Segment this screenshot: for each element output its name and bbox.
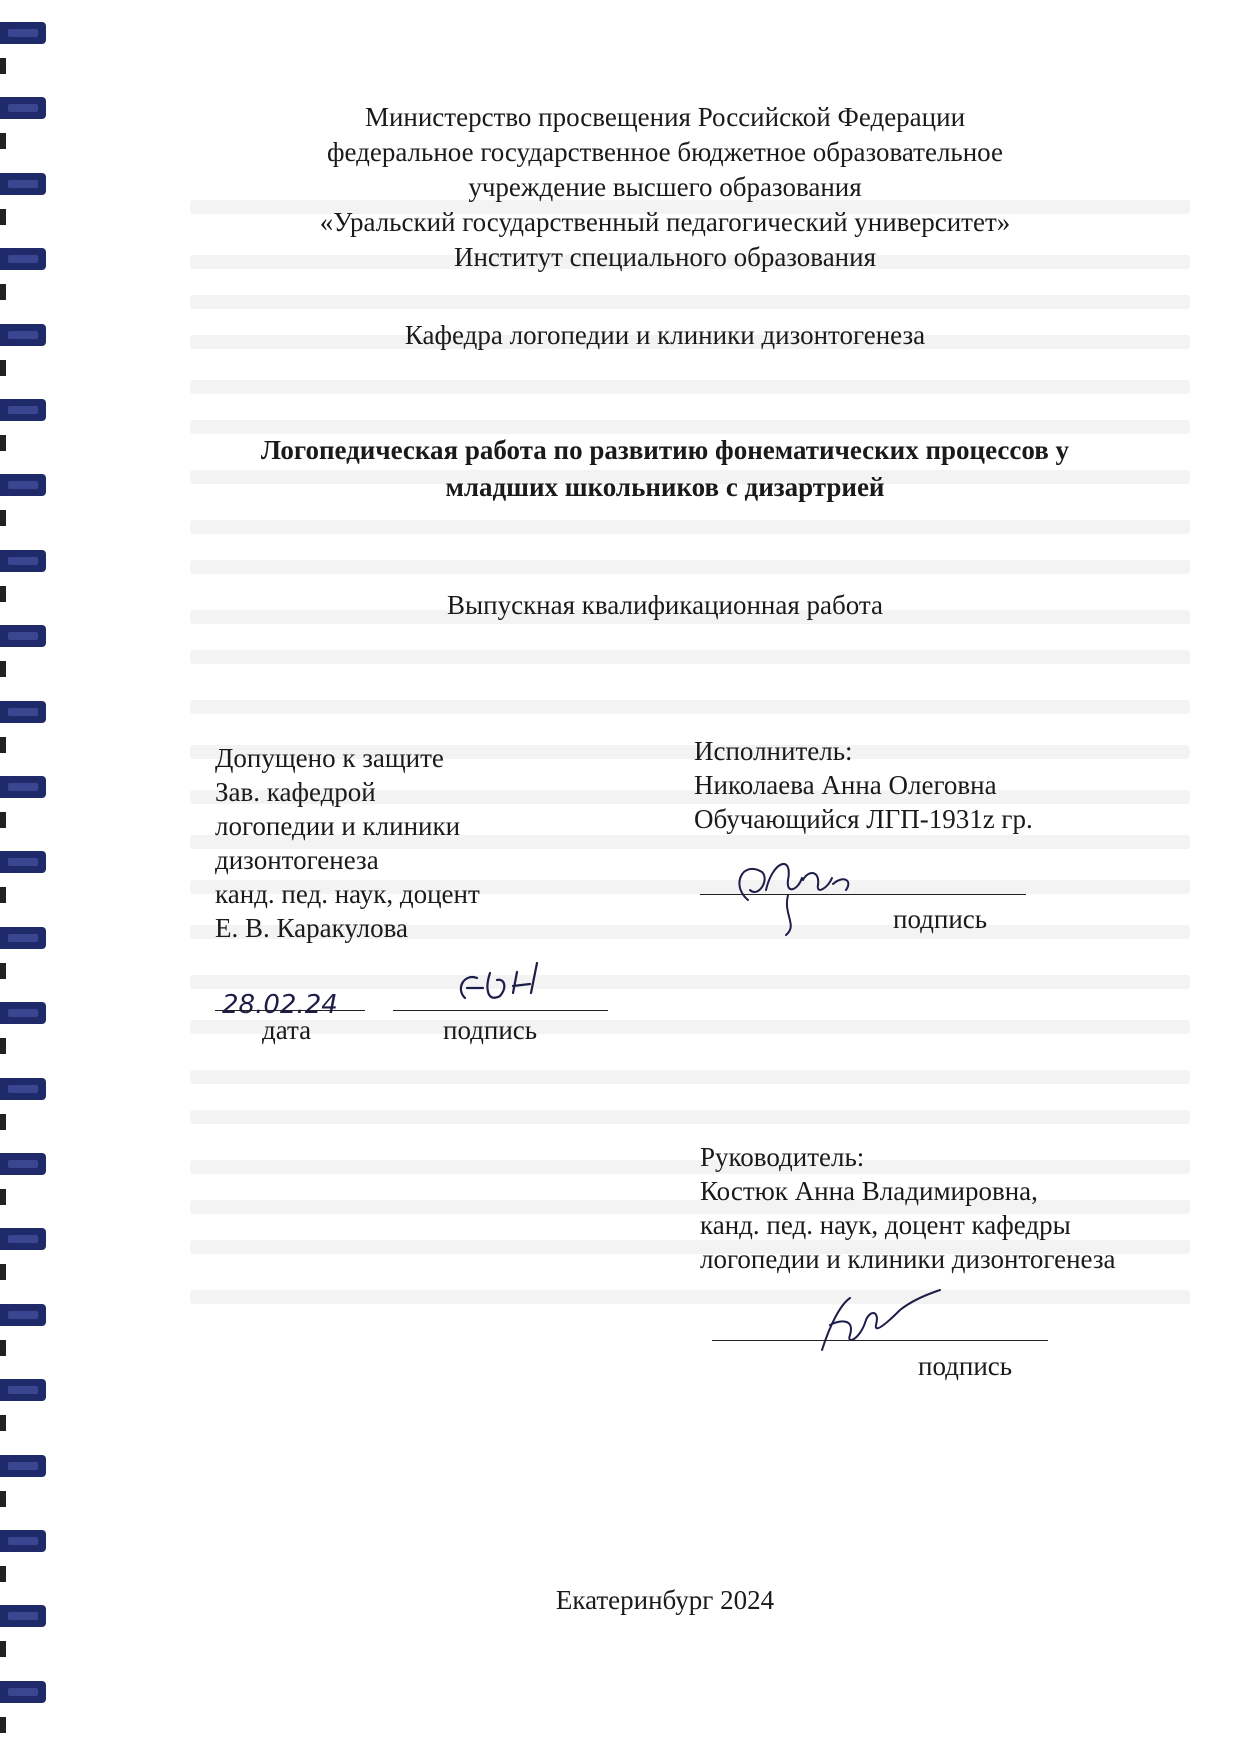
binding-ring <box>0 324 46 346</box>
binding-hole <box>0 1717 6 1733</box>
show-through-line <box>190 520 1190 534</box>
show-through-line <box>190 1020 1190 1034</box>
binding-ring <box>0 625 46 647</box>
binding-ring <box>0 1078 46 1100</box>
binding-hole <box>0 284 6 300</box>
binding-ring <box>0 1002 46 1024</box>
header-line: Министерство просвещения Российской Федерации <box>364 102 966 132</box>
header-line: Институт специального образования <box>453 242 877 272</box>
city-year: Екатеринбург 2024 <box>555 1585 775 1615</box>
binding-hole <box>0 737 6 753</box>
binding-hole <box>0 1415 6 1431</box>
admission-block <box>215 741 655 945</box>
binding-hole <box>0 963 6 979</box>
binding-hole <box>0 1641 6 1657</box>
admission-signature-caption: подпись <box>443 1015 538 1045</box>
binding-ring <box>0 1455 46 1477</box>
binding-hole <box>0 133 6 149</box>
executor-line: Исполнитель: <box>694 736 853 766</box>
show-through-line <box>190 1110 1190 1124</box>
show-through-line <box>190 380 1190 394</box>
binding-ring <box>0 1530 46 1552</box>
header-line: федеральное государственное бюджетное образовательное <box>326 137 1003 167</box>
admission-line: Зав. кафедрой <box>215 777 376 807</box>
department-name: Кафедра логопедии и клиники дизонтогенеза <box>404 320 926 350</box>
executor-line: Обучающийся ЛГП-1931z гр. <box>694 804 1033 834</box>
binding-ring <box>0 550 46 572</box>
spiral-binding <box>0 0 60 1754</box>
work-type: Выпускная квалификационная работа <box>446 590 884 620</box>
show-through-line <box>190 1290 1190 1304</box>
binding-ring <box>0 851 46 873</box>
institution-header <box>220 100 1110 275</box>
binding-ring <box>0 97 46 119</box>
supervisor-signature-caption: подпись <box>918 1351 1013 1381</box>
binding-hole <box>0 1114 6 1130</box>
binding-ring <box>0 22 46 44</box>
binding-hole <box>0 1264 6 1280</box>
binding-hole <box>0 360 6 376</box>
show-through-line <box>190 1070 1190 1084</box>
binding-hole <box>0 510 6 526</box>
binding-hole <box>0 661 6 677</box>
date-line <box>215 1010 365 1011</box>
date-caption: дата <box>262 1015 312 1045</box>
handwritten-date: 28.02.24 <box>222 990 338 1020</box>
binding-hole <box>0 58 6 74</box>
binding-ring <box>0 701 46 723</box>
admission-line: логопедии и клиники <box>215 811 461 841</box>
admission-line: дизонтогенеза <box>215 845 379 875</box>
executor-signature-caption: подпись <box>893 904 988 934</box>
binding-hole <box>0 812 6 828</box>
show-through-line <box>190 295 1190 309</box>
binding-ring <box>0 1681 46 1703</box>
head-signature <box>445 958 565 1018</box>
thesis-title <box>220 432 1110 506</box>
binding-hole <box>0 586 6 602</box>
executor-signature <box>728 840 878 940</box>
binding-hole <box>0 1189 6 1205</box>
show-through-line <box>190 700 1190 714</box>
binding-hole <box>0 1491 6 1507</box>
show-through-line <box>190 975 1190 989</box>
binding-ring <box>0 1379 46 1401</box>
header-line: учреждение высшего образования <box>468 172 862 202</box>
show-through-line <box>190 560 1190 574</box>
binding-ring <box>0 1228 46 1250</box>
supervisor-line: Костюк Анна Владимировна, <box>700 1176 1038 1206</box>
binding-ring <box>0 1605 46 1627</box>
binding-ring <box>0 474 46 496</box>
binding-ring <box>0 173 46 195</box>
binding-hole <box>0 1038 6 1054</box>
binding-hole <box>0 435 6 451</box>
admission-line: Е. В. Каракулова <box>215 913 409 943</box>
admission-line: канд. пед. наук, доцент <box>215 879 480 909</box>
supervisor-line: Руководитель: <box>700 1142 865 1172</box>
binding-hole <box>0 1566 6 1582</box>
binding-ring <box>0 776 46 798</box>
binding-ring <box>0 1304 46 1326</box>
header-line: «Уральский государственный педагогический университет» <box>319 207 1011 237</box>
title-line: Логопедическая работа по развитию фонематических процессов у <box>260 435 1070 465</box>
executor-signature-line <box>700 894 1026 895</box>
show-through-line <box>190 650 1190 664</box>
binding-ring <box>0 248 46 270</box>
supervisor-block <box>700 1140 1180 1276</box>
binding-ring <box>0 927 46 949</box>
executor-block <box>694 734 1114 836</box>
supervisor-signature <box>810 1280 950 1360</box>
admission-line: Допущено к защите <box>215 743 444 773</box>
title-line: младших школьников с дизартрией <box>445 472 885 502</box>
binding-hole <box>0 1340 6 1356</box>
binding-hole <box>0 887 6 903</box>
binding-ring <box>0 399 46 421</box>
supervisor-line: канд. пед. наук, доцент кафедры <box>700 1210 1071 1240</box>
supervisor-signature-line <box>712 1340 1048 1341</box>
executor-line: Николаева Анна Олеговна <box>694 770 997 800</box>
admission-signature-line <box>393 1010 608 1011</box>
binding-ring <box>0 1153 46 1175</box>
binding-hole <box>0 209 6 225</box>
supervisor-line: логопедии и клиники дизонтогенеза <box>700 1244 1116 1274</box>
